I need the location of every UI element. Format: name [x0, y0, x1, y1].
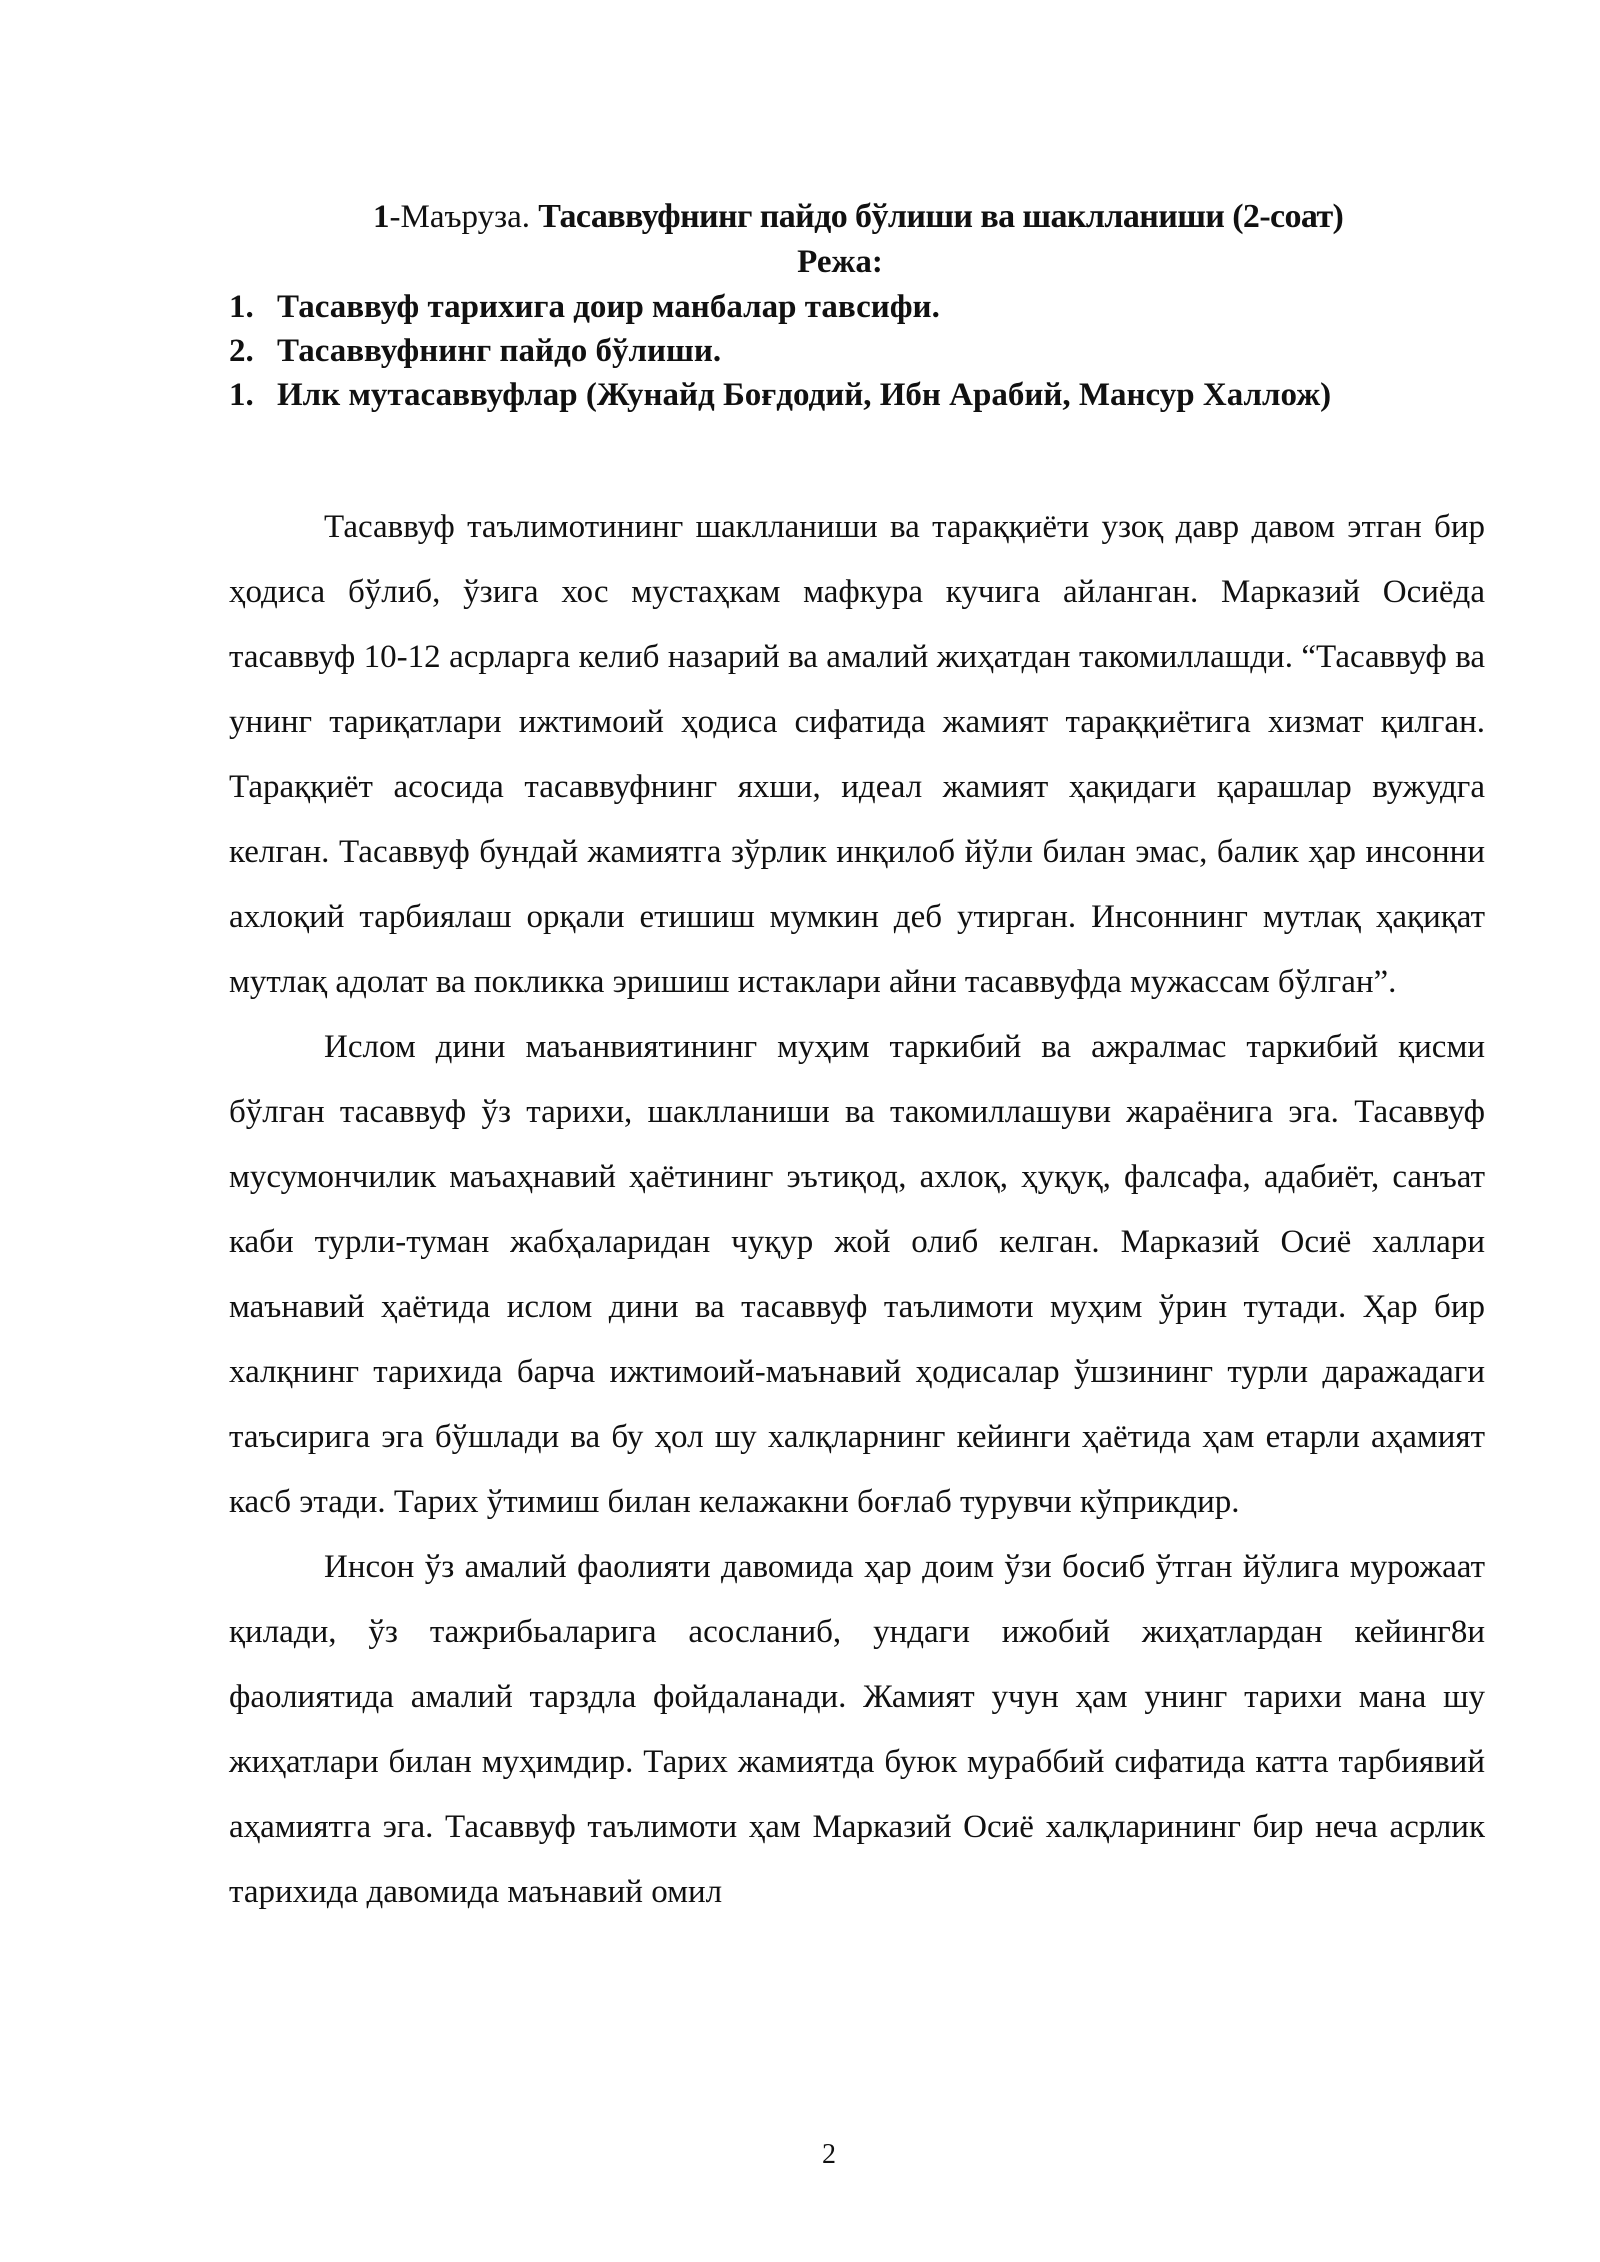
- paragraph-1: Тасаввуф таълимотининг шаклланиши ва тараққиёти узоқ давр давом этган бир ҳодиса бўлиб, ўзига хос мустаҳкам мафкура кучига айланган. Марказий Осиёда тасаввуф 10-12 асрларга келиб назарий ва амалий жиҳатдан такомиллашди. “Тасаввуф ва унинг тариқатлари ижтимоий ҳодиса сифатида жамият тараққиётига хизмат қилган. Тараққиёт асосида тасаввуфнинг яхши, идеал жамият ҳақидаги қарашлар вужудга келган. Тасаввуф бундай жамиятга зўрлик инқилоб йўли билан эмас, балик ҳар инсонни ахлоқий тарбиялаш орқали етишиш мумкин деб утирган. Инсоннинг мутлақ ҳақиқат мутлақ адолат ва покликка эришиш истаклари айни тасаввуфда мужассам бўлган”.: [229, 509, 1485, 1000]
- body-text: [229, 495, 1485, 1925]
- plan-item-text: Тасаввуфнинг пайдо бўлиши.: [277, 333, 722, 369]
- plan-item-3: [229, 373, 1485, 417]
- lecture-label: -Маъруза.: [389, 199, 531, 235]
- plan-item-1: [229, 285, 1485, 329]
- lecture-number: 1: [373, 199, 390, 235]
- plan-item-2: [229, 329, 1485, 373]
- paragraph-2: Ислом дини маъанвиятининг муҳим таркибий ва ажралмас таркибий қисми бўлган тасаввуф ўз тарихи, шаклланиши ва такомиллашуви жараёнига эга. Тасаввуф мусумончилик маъаҳнавий ҳаётининг эътиқод, ахлоқ, ҳуқуқ, фалсафа, адабиёт, санъат каби турли-туман жабҳаларидан чуқур жой олиб келган. Марказий Осиё халлари маънавий ҳаётида ислом дини ва тасаввуф таълимоти муҳим ўрин тутади. Ҳар бир халқнинг тарихида барча ижтимоий-маънавий ҳодисалар ўшзининг турли даражадаги таъсирига эга бўшлади ва бу ҳол шу халқларнинг кейинги ҳаётида ҳам етарли аҳамият касб этади. Тарих ўтимиш билан келажакни боғлаб турувчи кўприкдир.: [229, 1029, 1485, 1520]
- plan-heading: Режа:: [797, 244, 883, 280]
- plan-item-text: Тасаввуф тарихига доир манбалар тавсифи.: [277, 289, 940, 325]
- page-number: 2: [822, 2139, 836, 2170]
- plan-item-number: 2.: [229, 333, 254, 369]
- paragraph-3: Инсон ўз амалий фаолияти давомида ҳар доим ўзи босиб ўтган йўлига мурожаат қилади, ўз тажрибьаларига асосланиб, ундаги ижобий жиҳатлардан кейинг8и фаолиятида амалий тарздла фойдаланади. Жамият учун ҳам унинг тарихи мана шу жиҳатлари билан муҳимдир. Тарих жамиятда буюк мураббий сифатида катта тарбиявий аҳамиятга эга. Тасаввуф таълимоти ҳам Марказий Осиё халқларининг бир неча асрлик тарихида давомида маънавий омил: [229, 1549, 1485, 1910]
- lecture-topic: Тасаввуфнинг пайдо бўлиши ва шаклланиши (2-соат): [538, 198, 1344, 235]
- plan-item-number: 1.: [229, 377, 254, 413]
- plan-item-text: Илк мутасаввуфлар (Жунайд Боғдодий, Ибн Арабий, Мансур Халлож): [277, 377, 1332, 413]
- plan-list: [229, 285, 1485, 417]
- lecture-title: [373, 195, 1343, 239]
- plan-item-number: 1.: [229, 289, 254, 325]
